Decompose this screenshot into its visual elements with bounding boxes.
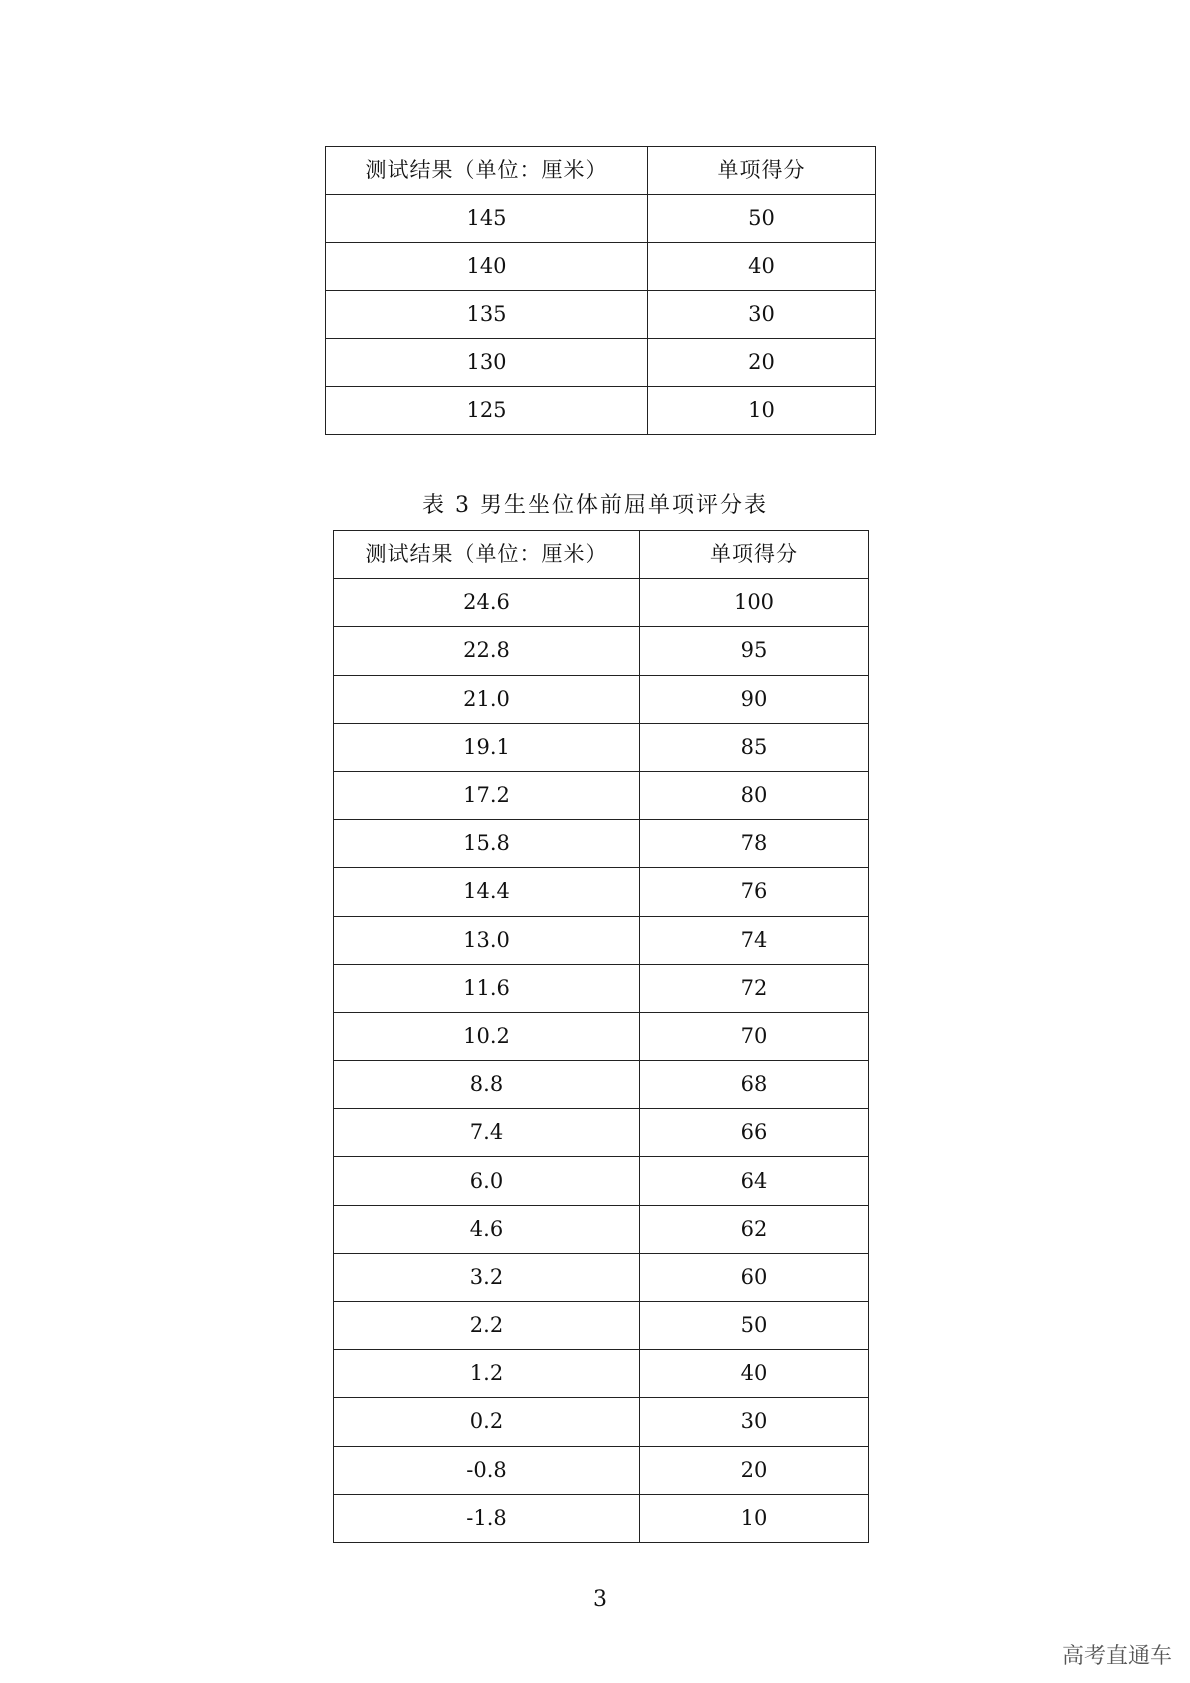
score-cell: 60 [640,1253,869,1301]
table-body [326,195,876,435]
table-row [334,1350,869,1398]
table-row [334,1012,869,1060]
table-row [334,771,869,819]
table-row [334,627,869,675]
score-cell: 95 [640,627,869,675]
table-row [334,868,869,916]
table-row [334,1061,869,1109]
test-result-cell: 10.2 [334,1012,640,1060]
table-row [334,1398,869,1446]
score-cell: 80 [640,771,869,819]
table-row [326,243,876,291]
test-result-cell: 22.8 [334,627,640,675]
test-result-cell: 145 [326,195,648,243]
score-cell: 70 [640,1012,869,1060]
header-score: 单项得分 [640,531,869,579]
score-cell: 10 [648,387,876,435]
sit-and-reach-score-table [333,530,869,1543]
score-cell: 85 [640,723,869,771]
header-score: 单项得分 [648,147,876,195]
table-row [334,1253,869,1301]
table-row [334,1109,869,1157]
table-row [326,195,876,243]
score-table-continued [325,146,876,435]
test-result-cell: -1.8 [334,1494,640,1542]
test-result-cell: 135 [326,291,648,339]
test-result-cell: 11.6 [334,964,640,1012]
test-result-cell: 24.6 [334,579,640,627]
table-body [334,579,869,1543]
score-cell: 20 [640,1446,869,1494]
table-row [334,820,869,868]
test-result-cell: -0.8 [334,1446,640,1494]
score-cell: 40 [648,243,876,291]
test-result-cell: 8.8 [334,1061,640,1109]
test-result-cell: 7.4 [334,1109,640,1157]
test-result-cell: 17.2 [334,771,640,819]
score-cell: 40 [640,1350,869,1398]
test-result-cell: 13.0 [334,916,640,964]
score-cell: 10 [640,1494,869,1542]
table-row [326,339,876,387]
score-cell: 74 [640,916,869,964]
table-header-row [334,531,869,579]
score-cell: 78 [640,820,869,868]
test-result-cell: 15.8 [334,820,640,868]
header-test-result: 测试结果（单位：厘米） [334,531,640,579]
test-result-cell: 21.0 [334,675,640,723]
table-caption: 表 3 男生坐位体前屈单项评分表 [422,493,768,518]
table-row [334,723,869,771]
score-cell: 20 [648,339,876,387]
score-cell: 76 [640,868,869,916]
score-cell: 50 [648,195,876,243]
table-row [334,1157,869,1205]
score-cell: 66 [640,1109,869,1157]
score-cell: 30 [640,1398,869,1446]
page-number: 3 [593,1587,607,1612]
test-result-cell: 6.0 [334,1157,640,1205]
table-row [334,1494,869,1542]
score-cell: 72 [640,964,869,1012]
test-result-cell: 19.1 [334,723,640,771]
table-row [334,916,869,964]
test-result-cell: 130 [326,339,648,387]
score-cell: 62 [640,1205,869,1253]
table-row [326,291,876,339]
table-row [334,579,869,627]
test-result-cell: 3.2 [334,1253,640,1301]
score-cell: 50 [640,1302,869,1350]
test-result-cell: 1.2 [334,1350,640,1398]
table-row [334,1205,869,1253]
test-result-cell: 125 [326,387,648,435]
watermark-text: 高考直通车 [1061,1644,1172,1669]
header-test-result: 测试结果（单位：厘米） [326,147,648,195]
score-cell: 90 [640,675,869,723]
test-result-cell: 4.6 [334,1205,640,1253]
test-result-cell: 140 [326,243,648,291]
test-result-cell: 14.4 [334,868,640,916]
table-row [334,675,869,723]
table-header-row [326,147,876,195]
test-result-cell: 0.2 [334,1398,640,1446]
table-row [334,1446,869,1494]
score-cell: 30 [648,291,876,339]
score-cell: 64 [640,1157,869,1205]
table-row [334,964,869,1012]
table-row [334,1302,869,1350]
score-cell: 100 [640,579,869,627]
test-result-cell: 2.2 [334,1302,640,1350]
table-row [326,387,876,435]
score-cell: 68 [640,1061,869,1109]
